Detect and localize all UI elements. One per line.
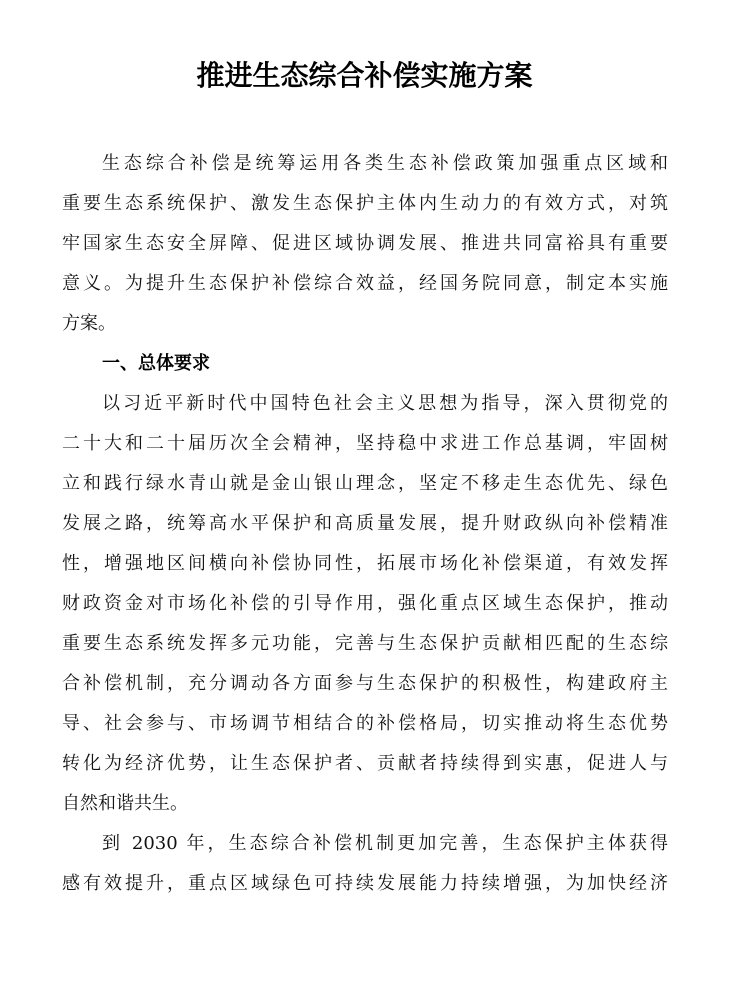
text-line: 自然和谐共生。 [62,793,188,814]
text-line: 财政资金对市场化补偿的引导作用，强化重点区域生态保护，推动 [62,593,668,614]
text-line: 二十大和二十届历次全会精神，坚持稳中求进工作总基调，牢固树 [62,433,668,454]
text-line: 重要生态系统发挥多元功能，完善与生态保护贡献相匹配的生态综 [62,633,668,654]
text-line: 以习近平新时代中国特色社会主义思想为指导，深入贯彻党的 [102,393,668,414]
paragraph-intro [62,144,668,344]
text-line: 方案。 [62,313,116,334]
section-heading: 一、总体要求 [102,353,210,374]
paragraph-general-requirements [62,384,668,824]
text-line: 感有效提升，重点区域绿色可持续发展能力持续增强，为加快经济 [62,873,668,894]
text-line: 发展之路，统筹高水平保护和高质量发展，提升财政纵向补偿精准 [62,513,668,534]
text-line: 牢国家生态安全屏障、促进区域协调发展、推进共同富裕具有重要 [62,233,668,254]
text-line: 到 2030 年，生态综合补偿机制更加完善，生态保护主体获得 [102,833,668,854]
text-line: 生态综合补偿是统筹运用各类生态补偿政策加强重点区域和 [102,153,668,174]
text-line: 意义。为提升生态保护补偿综合效益，经国务院同意，制定本实施 [62,273,668,294]
text-line: 重要生态系统保护、激发生态保护主体内生动力的有效方式，对筑 [62,193,668,214]
text-line: 转化为经济优势，让生态保护者、贡献者持续得到实惠，促进人与 [62,753,668,774]
text-line: 性，增强地区间横向补偿协同性，拓展市场化补偿渠道，有效发挥 [62,553,668,574]
text-line: 导、社会参与、市场调节相结合的补偿格局，切实推动将生态优势 [62,713,668,734]
text-line: 立和践行绿水青山就是金山银山理念，坚定不移走生态优先、绿色 [62,473,668,494]
text-line: 合补偿机制，充分调动各方面参与生态保护的积极性，构建政府主 [62,673,668,694]
document-body [62,144,668,904]
document-title: 推进生态综合补偿实施方案 [196,59,533,92]
paragraph-targets-2030 [62,824,668,904]
